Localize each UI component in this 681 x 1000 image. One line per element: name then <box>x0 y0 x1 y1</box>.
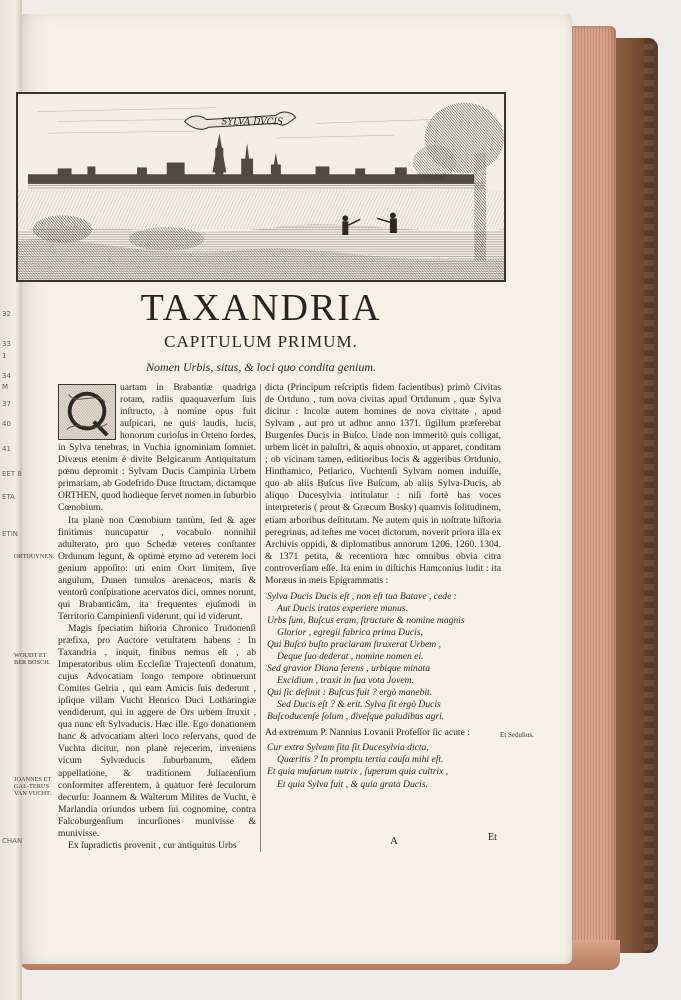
chapter-heading: CAPITULUM PRIMUM. <box>164 332 358 351</box>
catchword: Et <box>488 832 497 843</box>
engraving-banner-label: SYLVA DVCIS <box>221 117 284 128</box>
verse-line: Sed Ducis eſt ? & erit. Sylva ſit ergò Ducis <box>277 699 441 711</box>
gutter-fragment: 41 <box>2 445 11 453</box>
verse-line: Glorior , egregii fabrica prima Ducis, <box>277 626 423 638</box>
verse-line: Excidium , traxit in ſua vota Jovem. <box>277 675 414 687</box>
signature-mark: A <box>390 835 398 847</box>
town-view-engraving <box>16 92 506 282</box>
verse-line: Sylva Ducis Ducis eſt , non eſt tua Batave , cede : <box>267 590 457 602</box>
paragraph: dicta (Principum reſcriptis fidem facientibus) primò Civitas de Ortduno , tum nova civitas apud Ortdunum , quæ Sylva dicitur : Incolæ autem homines de nova civitate , apud Sylvam , aut pro ut adhuc anno 1371. ſigillum præferebat Burgenſes Ducis in Buſco. Unde non immeritò quis colligat, urbem licèt in paluſtri, & aquis obnoxio, ut apparet, conditam ; ob vicinam tamen, editioribus locis & aggeribus Ortdunio, Hinthamico, Petlarico, Vuchtenſi Sylvam nomen induiſſe, quo ab aliis Buſcus ſive Buſcum, ab aliis Sylva-Ducis, ab aliquo Ducesylvia intitulatur : niſi fortè has voces interpreteris ( prout & Græcum Bosky) quamvis ſolitudinem, etiam arboribus deſtitutam. Ne autem quis in noſtrate hiſtoria peregrinus, ad teſtes me vocet dictorum, noverit priora illa ex Archivis oppidi, & diplomatibus annorum 1206. 1260. 1304. & 1371 petita, & recentiora hæc omnibus obvia citra controverſiam eſſe. Ita enim in diſtichis Hamconius ludit : ita Moræus in meis Epigrammatis : <box>265 382 501 586</box>
verse-line: Et quia Sylva fuit , & quia grata Ducis. <box>277 778 428 790</box>
verse-line: Aut Ducis iratas experiere manus. <box>277 602 409 614</box>
verse-line: Qui Buſco buſto praclaram ſtruxerat Urbem , <box>267 638 442 650</box>
margin-note: Et Sedulius. <box>500 731 534 739</box>
page-fore-edge <box>566 26 616 951</box>
gutter-fragment: 34 <box>2 372 11 380</box>
gutter-fragment: EET 8 <box>2 470 22 478</box>
right-text-column <box>265 382 501 791</box>
verse-line: Deque ſuo dederat , nomine nomen ei. <box>277 651 424 663</box>
verse-line: Quæritis ? In promptu tertia cauſa mihi eſt. <box>277 754 444 766</box>
epigram-verses <box>265 591 501 724</box>
engraving-illustration <box>18 94 504 280</box>
margin-note: JOANNES ET GAL-TERUS VAN VUCHT. <box>14 776 52 797</box>
decorated-initial <box>58 384 116 440</box>
gutter-fragment: 33 <box>2 340 11 348</box>
verse-line: Qui ſic definit : Buſcus fuit ? ergò manebit. <box>267 687 433 699</box>
margin-note: WOUDT ET BER BOSCH. <box>14 652 51 666</box>
gutter-fragment: 32 <box>2 310 11 318</box>
verse-line: Et quia muſarum nutrix , ſuperum quia cultrix , <box>267 766 449 778</box>
gutter-fragment: ETA <box>2 493 15 501</box>
column-rule <box>260 384 261 852</box>
gutter-fragment: M <box>2 383 9 391</box>
gutter-fragment: ETIN <box>2 530 18 538</box>
verse-line: Sed gravior Diana ferens , urbique minata <box>267 663 430 675</box>
paragraph: uartam in Brabantiæ quadriga rotam, radiis quaquaverſum ſuis inſtructo, à nomine opus fuit auſpicari, ne quis laudis, lucis, honorum curioſus in Orteno ſordes, in Sylva tenebras, in Vuchia ignominiam ſomniet. Divæus etenim è divite Belgicarum Antiquitatum pœnu depromit : Sylvam Ducis Campinia Urbem primariam, ab Godefrido Duce ſtructam, dictamque ORTHEN, quod hodieque ſervet nomen in ſuburbio Cœnobium. <box>58 382 256 514</box>
chapter-summary: Nomen Urbis, situs, & loci quo condita genium. <box>146 360 376 374</box>
gutter-fragment: 1 <box>2 352 7 360</box>
verse-line: Cur extra Sylvam ſita ſit Ducesylvia dicta, <box>267 742 429 754</box>
verse-line: Buſcoducenſe ſolum , diveſque paludibus agri. <box>267 711 445 723</box>
verse-line: Urbs ſum, Buſcus eram, ſtructure & nomine magnis <box>267 614 465 626</box>
page-title: TAXANDRIA <box>140 287 382 329</box>
gutter-fragment: CHAN <box>2 837 23 845</box>
left-text-column <box>58 382 256 852</box>
epigram-verses <box>265 742 501 790</box>
paragraph: Magis ſpeciatim hiſtoria Chronico Trudonenſi præfixa, pro Auctore vetuſtatem habens : In Taxandria , inquit, finibus nemus eſt , ab Imperatoribus olim Eccleſiæ Trajectenſi donatum, cujus Advocatiam longo tempore obtinuerunt Comites Gelria , qui eam Amicis ſuis dederunt , ipſique villam Vucht Henrico Duci Lotharingiæ vendiderunt, qui in aggere de Ors urbem ſtruxit , qua nunc eſt Sylvaducis. Hæc ille. Ego donationem hanc & advocatiam alteri loco reſervans, quod de Vuchta dicitur, non planè rejecerim, inveniens vicum Sylvæducis ſuburbanum, eâdem appellatione, & traditionem Juliacenſium conformiter afferentem, à quatuor ferè ſeculorum decurſu: Joannem & Walterum Milites de Vucht, è Marlandia oriundos urbem ſui cognomine, contra Falcoburgenſium incurſiones munivisse & munivisse. <box>58 622 256 839</box>
paragraph: Ita planè non Cœnobium tantùm, ſed & ager finitimus nuncupatur , vocabulo nonnihil adulterato, pro quo Schedæ veteres conſtanter Ordunum legunt, & optimè etymo ad veterem loci genium appoſito: uti enim Oort limitem, ſive angulum, Dunen tumulos arenaceos, maris & ventorû conſpiratione acervatos dici, omnes norunt, qui Brabanticâm, ita frequentes ejuſmodi in Territorio Campinienſi viderunt, qui id viderunt. <box>58 514 256 622</box>
paragraph: Ad extremum P. Nannius Lovanii Profeſſor ſic acute : <box>265 727 470 739</box>
gutter-fragment: 40 <box>2 420 11 428</box>
gutter-fragment: 37 <box>2 400 11 408</box>
margin-note: ORTDUYNEN. <box>14 553 55 560</box>
paragraph: Ex ſupradictis provenit , cur antiquitus Urbs <box>68 839 237 851</box>
initial-q-ornament <box>59 385 115 439</box>
